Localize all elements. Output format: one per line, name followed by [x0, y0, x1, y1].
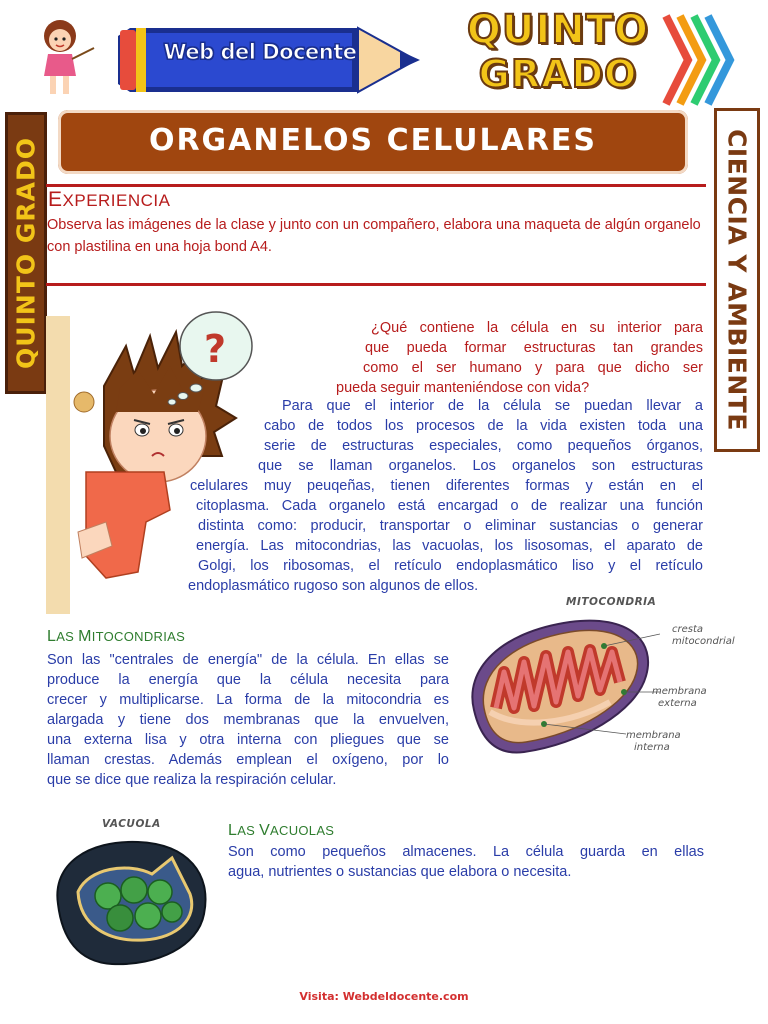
vacuolas-line: Son como pequeños almacenes. La célula guarda en ellas: [228, 844, 704, 860]
intro-line: Golgi, los ribosomas, el retículo endoplasmático liso y el retículo: [198, 558, 703, 574]
side-banner-grade-text: QUINTO GRADO: [11, 137, 41, 369]
mitocondrias-line: que se dice que realiza la respiración celular.: [47, 772, 337, 788]
side-banner-subject-text: CIENCIA Y AMBIENTE: [722, 129, 752, 431]
grade-banner: [448, 8, 668, 106]
heading-cap: M: [78, 628, 92, 645]
question-line: como el ser humano y para que dicho ser: [363, 360, 703, 376]
intro-line: distinta como: producir, transportar o eliminar sustancias o generar: [198, 518, 703, 534]
footer-link[interactable]: Visita: Webdeldocente.com: [299, 990, 469, 1003]
vacuola-caption: VACUOLA: [102, 818, 161, 830]
grade-line-1: QUINTO: [466, 7, 650, 53]
mitocondrias-line: una externa lisa y otra interna con pliegues que se: [47, 732, 449, 748]
label-membrana-externa: [652, 686, 707, 710]
label-membrana-interna: [626, 730, 681, 754]
mitocondrias-line: Son las "centrales de energía" de la célula. En ellas se: [47, 652, 449, 668]
brand-name: Web del Docente: [163, 40, 357, 64]
mitocondrias-line: alargada y tiene dos membranas que la envuelven,: [47, 712, 449, 728]
side-banner-subject: [714, 108, 760, 452]
vacuolas-heading: [228, 822, 334, 840]
heading-small: AS: [56, 629, 79, 644]
label-line: membrana: [652, 686, 707, 697]
divider-bottom: [46, 283, 706, 286]
intro-line: citoplasma. Cada organelo está encargad o de realizar una función: [196, 498, 703, 514]
color-arrows: [660, 14, 740, 106]
heading-small: ACUOLAS: [270, 823, 335, 838]
label-line: externa: [658, 698, 697, 709]
mitocondrias-line: produce la energía que la célula necesita para: [47, 672, 449, 688]
intro-line: Para que el interior de la célula se puedan llevar a: [282, 398, 703, 414]
experiencia-heading-initial: E: [48, 188, 63, 211]
experiencia-text: Observa las imágenes de la clase y junto con un compañero, elabora una maqueta de algún organelo con plastilina en una hoja bond A4.: [47, 217, 701, 255]
heading-cap: L: [228, 822, 238, 839]
experiencia-heading-rest: XPERIENCIA: [62, 191, 171, 210]
label-line: cresta: [672, 624, 704, 635]
heading-small: AS: [237, 823, 260, 838]
vacuole-illustration: [48, 834, 214, 970]
intro-line: que se llaman organelos. Los organelos son estructuras: [258, 458, 703, 474]
heading-small: ITOCONDRIAS: [91, 629, 186, 644]
mitocondrias-heading: [47, 628, 185, 646]
svg-text:?: ?: [204, 327, 227, 371]
title-bar: [58, 110, 688, 174]
heading-cap: V: [259, 822, 271, 839]
mitocondria-caption: MITOCONDRIA: [566, 596, 657, 608]
side-banner-grade: [5, 112, 47, 394]
experiencia-heading: [48, 188, 171, 212]
label-line: mitocondrial: [672, 636, 735, 647]
label-line: membrana: [626, 730, 681, 741]
vacuolas-line: agua, nutrientes o sustancias que elabora o necesita.: [228, 864, 572, 880]
heading-cap: L: [47, 628, 57, 645]
mitocondrias-line: llaman crestas. Además emplean el oxígeno, por lo: [47, 752, 449, 768]
question-line: que pueda formar estructuras tan grandes: [365, 340, 703, 356]
question-line: ¿Qué contiene la célula en su interior para: [371, 320, 703, 336]
grade-line-2: GRADO: [478, 52, 638, 96]
intro-line: energía. Las mitocondrias, las vacuolas, los lisosomas, el aparato de: [196, 538, 703, 554]
divider-top: [46, 184, 706, 187]
intro-line: cabo de todos los procesos de la vida existen toda una: [264, 418, 703, 434]
page-title: ORGANELOS CELULARES: [148, 123, 598, 158]
intro-line: celulares muy peuqeñas, tienen diferentes formas y están en el: [190, 478, 703, 494]
intro-line: endoplasmático rugoso son algunos de ellos.: [188, 578, 479, 594]
teacher-mascot: [30, 14, 100, 100]
intro-line: serie de estructuras especiales, como pequeños órganos,: [264, 438, 703, 454]
mitocondrias-line: crecer y multiplicarse. La forma de la mitocondria es: [47, 692, 449, 708]
question-line: pueda seguir manteniéndose con vida?: [336, 380, 590, 396]
label-cresta: [672, 624, 735, 648]
label-line: interna: [634, 742, 670, 753]
